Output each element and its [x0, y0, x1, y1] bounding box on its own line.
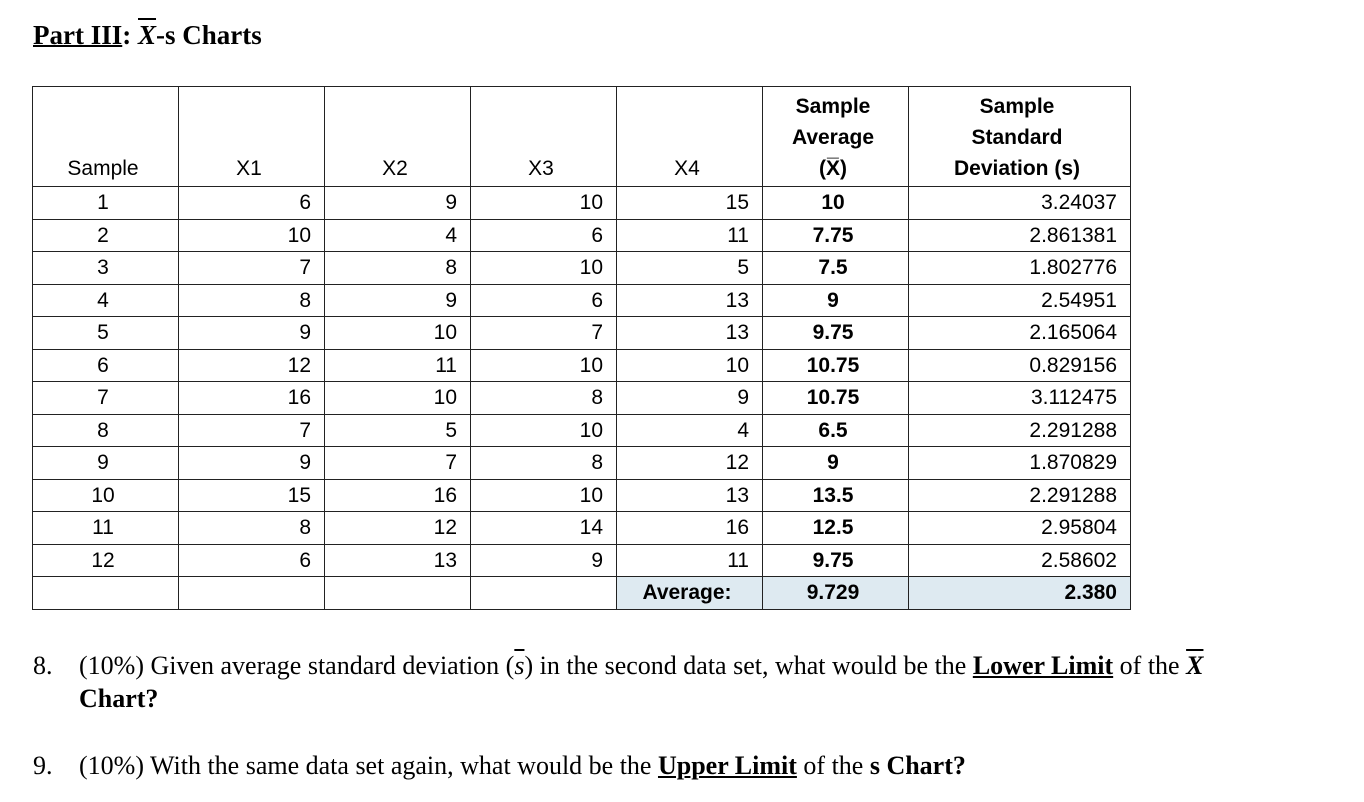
cell-sample: 4 — [33, 284, 179, 317]
table-row — [33, 252, 1131, 285]
cell-x2: 8 — [325, 252, 471, 285]
cell-x3: 10 — [471, 252, 617, 285]
cell-sample-std-dev: 3.24037 — [909, 187, 1131, 220]
summary-empty — [33, 577, 179, 610]
cell-sample: 2 — [33, 219, 179, 252]
summary-average-value: 9.729 — [763, 577, 909, 610]
question-9 — [33, 749, 1333, 783]
cell-sample: 9 — [33, 447, 179, 480]
cell-x4: 9 — [617, 382, 763, 415]
cell-sample: 3 — [33, 252, 179, 285]
cell-x2: 10 — [325, 382, 471, 415]
table-row — [33, 317, 1131, 350]
cell-x2: 13 — [325, 544, 471, 577]
cell-x3: 6 — [471, 219, 617, 252]
table-row — [33, 349, 1131, 382]
cell-x1: 12 — [179, 349, 325, 382]
cell-sample: 6 — [33, 349, 179, 382]
s-bar-symbol: $\overline{s}$ — [514, 651, 525, 680]
table-header-row — [33, 87, 1131, 187]
question-9-number: 9. — [33, 751, 53, 780]
question-8 — [33, 649, 1333, 719]
cell-sample-std-dev: 2.54951 — [909, 284, 1131, 317]
table-row — [33, 187, 1131, 220]
cell-sample-average: 9.75 — [763, 544, 909, 577]
cell-sample-average: 9 — [763, 447, 909, 480]
upper-limit-emphasis: Upper Limit — [657, 751, 797, 780]
cell-x2: 11 — [325, 349, 471, 382]
cell-x4: 13 — [617, 317, 763, 350]
summary-sd-value: 2.380 — [909, 577, 1131, 610]
cell-x1: 9 — [179, 447, 325, 480]
cell-sample-std-dev: 2.291288 — [909, 414, 1131, 447]
cell-x4: 13 — [617, 479, 763, 512]
header-sd-line2: Standard — [971, 126, 1063, 149]
cell-x3: 7 — [471, 317, 617, 350]
table-row — [33, 382, 1131, 415]
cell-x4: 5 — [617, 252, 763, 285]
title-suffix: -s Charts — [156, 20, 262, 50]
cell-x2: 10 — [325, 317, 471, 350]
cell-x1: 8 — [179, 284, 325, 317]
header-sd-line3: Deviation (s) — [953, 157, 1081, 180]
header-avg-line3: (X̅) — [819, 157, 847, 180]
header-x1: X1 — [179, 87, 325, 187]
cell-sample: 5 — [33, 317, 179, 350]
cell-sample-std-dev: 2.165064 — [909, 317, 1131, 350]
cell-x2: 9 — [325, 284, 471, 317]
cell-x3: 8 — [471, 447, 617, 480]
cell-x1: 9 — [179, 317, 325, 350]
title-part-label: Part III — [33, 20, 123, 50]
cell-sample-average: 12.5 — [763, 512, 909, 545]
table-row — [33, 284, 1131, 317]
cell-x1: 8 — [179, 512, 325, 545]
cell-x1: 7 — [179, 414, 325, 447]
cell-sample: 11 — [33, 512, 179, 545]
table-row — [33, 544, 1131, 577]
cell-x4: 12 — [617, 447, 763, 480]
summary-empty — [325, 577, 471, 610]
cell-x2: 7 — [325, 447, 471, 480]
cell-x3: 10 — [471, 187, 617, 220]
cell-sample-std-dev: 2.861381 — [909, 219, 1131, 252]
cell-x4: 4 — [617, 414, 763, 447]
header-x2: X2 — [325, 87, 471, 187]
cell-sample-average: 9.75 — [763, 317, 909, 350]
table-row — [33, 479, 1131, 512]
cell-sample-std-dev: 2.291288 — [909, 479, 1131, 512]
header-sample-std-dev — [909, 87, 1131, 187]
cell-x3: 14 — [471, 512, 617, 545]
summary-empty — [471, 577, 617, 610]
cell-x1: 10 — [179, 219, 325, 252]
cell-sample-average: 7.5 — [763, 252, 909, 285]
header-sample-average — [763, 87, 909, 187]
cell-sample-average: 13.5 — [763, 479, 909, 512]
cell-sample-average: 10.75 — [763, 382, 909, 415]
cell-x2: 5 — [325, 414, 471, 447]
title-xbar-symbol: $\overline{X}$ — [138, 20, 157, 50]
table-row — [33, 512, 1131, 545]
cell-x3: 6 — [471, 284, 617, 317]
cell-x4: 13 — [617, 284, 763, 317]
s-chart-emphasis: s Chart? — [869, 751, 966, 780]
summary-row — [33, 577, 1131, 610]
cell-x1: 15 — [179, 479, 325, 512]
cell-x4: 11 — [617, 544, 763, 577]
cell-x1: 6 — [179, 187, 325, 220]
summary-empty — [179, 577, 325, 610]
sample-data-table — [32, 86, 1131, 610]
cell-sample-average: 9 — [763, 284, 909, 317]
header-x3: X3 — [471, 87, 617, 187]
cell-x2: 12 — [325, 512, 471, 545]
page-title — [33, 20, 262, 51]
cell-x4: 15 — [617, 187, 763, 220]
lower-limit-emphasis: Lower Limit — [972, 651, 1114, 680]
question-8-body: (10%) Given average standard deviation $(\overline{s})$ in the second data set, what would be the Lower Limit of the $\overline{X}$ Chart? — [79, 651, 1204, 713]
header-avg-line1: Sample — [795, 95, 871, 118]
table-row — [33, 447, 1131, 480]
cell-x4: 11 — [617, 219, 763, 252]
cell-sample: 1 — [33, 187, 179, 220]
question-8-number: 8. — [33, 651, 53, 680]
cell-sample: 8 — [33, 414, 179, 447]
cell-sample-average: 10 — [763, 187, 909, 220]
cell-sample-std-dev: 0.829156 — [909, 349, 1131, 382]
summary-label: Average: — [617, 577, 763, 610]
cell-sample-std-dev: 1.870829 — [909, 447, 1131, 480]
question-9-body: (10%) With the same data set again, what would be the Upper Limit of the s Chart? — [79, 751, 966, 780]
cell-sample-average: 10.75 — [763, 349, 909, 382]
cell-x1: 7 — [179, 252, 325, 285]
cell-sample: 7 — [33, 382, 179, 415]
cell-x2: 16 — [325, 479, 471, 512]
cell-x3: 10 — [471, 349, 617, 382]
cell-x4: 16 — [617, 512, 763, 545]
cell-x4: 10 — [617, 349, 763, 382]
title-colon: : — [122, 20, 138, 50]
cell-sample-std-dev: 3.112475 — [909, 382, 1131, 415]
cell-sample-average: 7.75 — [763, 219, 909, 252]
cell-x3: 9 — [471, 544, 617, 577]
cell-x2: 9 — [325, 187, 471, 220]
header-x4: X4 — [617, 87, 763, 187]
header-sample: Sample — [33, 87, 179, 187]
cell-x3: 10 — [471, 414, 617, 447]
table-row — [33, 219, 1131, 252]
cell-sample: 10 — [33, 479, 179, 512]
x-bar-symbol: $\overline{X}$ — [1186, 651, 1204, 680]
cell-x2: 4 — [325, 219, 471, 252]
cell-x3: 10 — [471, 479, 617, 512]
cell-sample-std-dev: 2.95804 — [909, 512, 1131, 545]
cell-x1: 16 — [179, 382, 325, 415]
cell-sample-std-dev: 1.802776 — [909, 252, 1131, 285]
cell-sample: 12 — [33, 544, 179, 577]
header-avg-line2: Average — [791, 126, 875, 149]
cell-x3: 8 — [471, 382, 617, 415]
cell-sample-average: 6.5 — [763, 414, 909, 447]
question-8-line2: Chart? — [79, 684, 159, 713]
header-sd-line1: Sample — [979, 95, 1055, 118]
cell-sample-std-dev: 2.58602 — [909, 544, 1131, 577]
table-row — [33, 414, 1131, 447]
cell-x1: 6 — [179, 544, 325, 577]
